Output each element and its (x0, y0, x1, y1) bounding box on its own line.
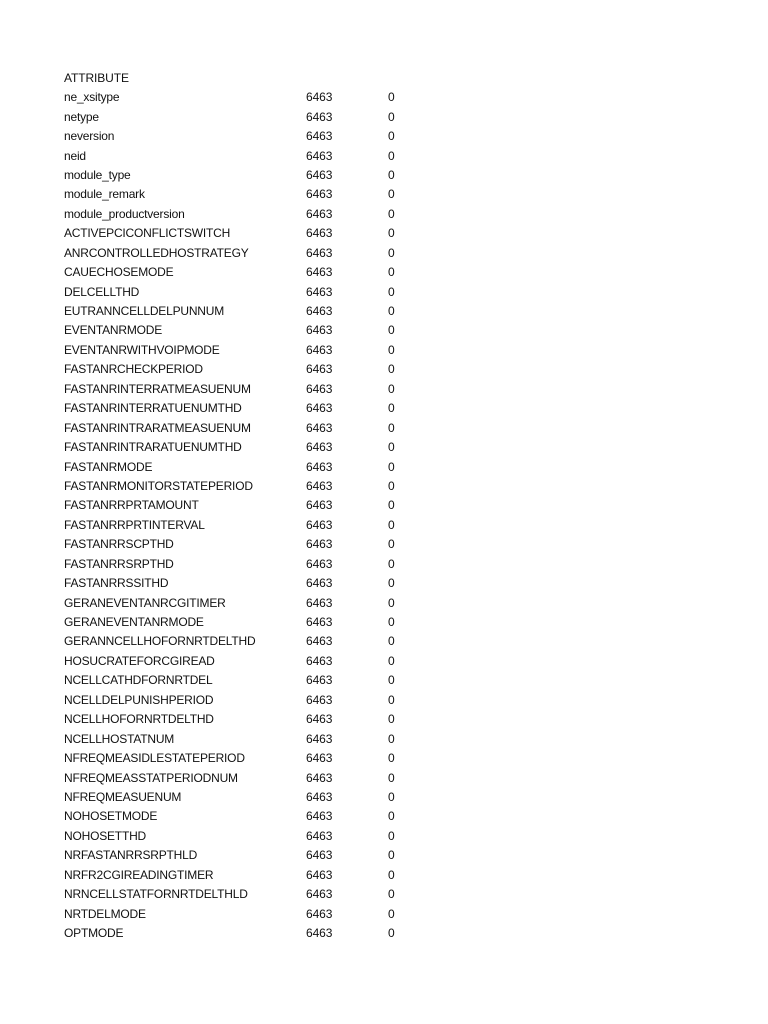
count-cell: 6463 (306, 653, 333, 668)
table-row (64, 146, 424, 165)
attribute-name-cell: NRTDELMODE (64, 906, 146, 921)
attribute-name-cell: NRFR2CGIREADINGTIMER (64, 867, 214, 882)
table-row (64, 88, 424, 107)
flag-cell: 0 (388, 381, 395, 396)
flag-cell: 0 (388, 751, 395, 766)
attribute-name-cell: FASTANRINTRARATMEASUENUM (64, 420, 251, 435)
table-row (64, 438, 424, 457)
flag-cell: 0 (388, 362, 395, 377)
flag-cell: 0 (388, 323, 395, 338)
count-cell: 6463 (306, 615, 333, 630)
attribute-name-cell: NFREQMEASIDLESTATEPERIOD (64, 751, 245, 766)
attribute-name-cell: FASTANRRSSITHD (64, 576, 169, 591)
table-row (64, 729, 424, 748)
count-cell: 6463 (306, 867, 333, 882)
attribute-name-cell: DELCELLTHD (64, 284, 140, 299)
flag-cell: 0 (388, 148, 395, 163)
table-row (64, 185, 424, 204)
count-cell: 6463 (306, 90, 333, 105)
table-row (64, 166, 424, 185)
table-row (64, 321, 424, 340)
table-header: ATTRIBUTE (64, 71, 129, 85)
flag-cell: 0 (388, 634, 395, 649)
flag-cell: 0 (388, 478, 395, 493)
table-row (64, 457, 424, 476)
table-row (64, 788, 424, 807)
attribute-name-cell: HOSUCRATEFORCGIREAD (64, 653, 215, 668)
count-cell: 6463 (306, 459, 333, 474)
flag-cell: 0 (388, 653, 395, 668)
attribute-name-cell: FASTANRRSCPTHD (64, 537, 174, 552)
count-cell: 6463 (306, 595, 333, 610)
flag-cell: 0 (388, 129, 395, 144)
attribute-name-cell: GERANEVENTANRMODE (64, 615, 204, 630)
table-row (64, 516, 424, 535)
table-row (64, 924, 424, 943)
table-row (64, 691, 424, 710)
attribute-table (64, 69, 424, 943)
count-cell: 6463 (306, 206, 333, 221)
count-cell: 6463 (306, 770, 333, 785)
flag-cell: 0 (388, 401, 395, 416)
count-cell: 6463 (306, 828, 333, 843)
flag-cell: 0 (388, 187, 395, 202)
table-row (64, 380, 424, 399)
table-row (64, 613, 424, 632)
attribute-name-cell: FASTANRMODE (64, 459, 153, 474)
count-cell: 6463 (306, 712, 333, 727)
attribute-name-cell: ANRCONTROLLEDHOSTRATEGY (64, 245, 249, 260)
count-cell: 6463 (306, 692, 333, 707)
attribute-name-cell: module_productversion (64, 206, 185, 221)
count-cell: 6463 (306, 848, 333, 863)
attribute-name-cell: NFREQMEASSTATPERIODNUM (64, 770, 238, 785)
flag-cell: 0 (388, 731, 395, 746)
attribute-name-cell: CAUECHOSEMODE (64, 265, 174, 280)
attribute-name-cell: GERANEVENTANRCGITIMER (64, 595, 226, 610)
table-row (64, 885, 424, 904)
count-cell: 6463 (306, 809, 333, 824)
table-row (64, 107, 424, 126)
attribute-name-cell: NCELLCATHDFORNRTDEL (64, 673, 213, 688)
attribute-name-cell: neid (64, 148, 86, 163)
table-row (64, 127, 424, 146)
flag-cell: 0 (388, 167, 395, 182)
attribute-name-cell: EUTRANNCELLDELPUNNUM (64, 304, 225, 319)
attribute-name-cell: NOHOSETTHD (64, 828, 147, 843)
flag-cell: 0 (388, 440, 395, 455)
table-body (64, 88, 424, 943)
count-cell: 6463 (306, 284, 333, 299)
attribute-name-cell: FASTANRRPRTAMOUNT (64, 498, 199, 513)
attribute-name-cell: FASTANRINTERRATUENUMTHD (64, 401, 242, 416)
flag-cell: 0 (388, 673, 395, 688)
flag-cell: 0 (388, 770, 395, 785)
table-row (64, 302, 424, 321)
table-row (64, 671, 424, 690)
attribute-name-cell: FASTANRMONITORSTATEPERIOD (64, 478, 253, 493)
count-cell: 6463 (306, 926, 333, 941)
attribute-name-cell: neversion (64, 129, 115, 144)
attribute-name-cell: FASTANRRSRPTHD (64, 556, 174, 571)
attribute-name-cell: NCELLHOSTATNUM (64, 731, 175, 746)
table-row (64, 535, 424, 554)
count-cell: 6463 (306, 478, 333, 493)
flag-cell: 0 (388, 556, 395, 571)
flag-cell: 0 (388, 615, 395, 630)
flag-cell: 0 (388, 498, 395, 513)
count-cell: 6463 (306, 342, 333, 357)
count-cell: 6463 (306, 731, 333, 746)
count-cell: 6463 (306, 517, 333, 532)
attribute-name-cell: OPTMODE (64, 926, 124, 941)
flag-cell: 0 (388, 926, 395, 941)
flag-cell: 0 (388, 206, 395, 221)
attribute-name-cell: FASTANRINTRARATUENUMTHD (64, 440, 242, 455)
count-cell: 6463 (306, 187, 333, 202)
table-row (64, 263, 424, 282)
table-row (64, 807, 424, 826)
flag-cell: 0 (388, 459, 395, 474)
flag-cell: 0 (388, 342, 395, 357)
table-row (64, 768, 424, 787)
table-row (64, 360, 424, 379)
flag-cell: 0 (388, 887, 395, 902)
flag-cell: 0 (388, 712, 395, 727)
table-row (64, 904, 424, 923)
flag-cell: 0 (388, 245, 395, 260)
flag-cell: 0 (388, 226, 395, 241)
count-cell: 6463 (306, 556, 333, 571)
attribute-name-cell: NCELLDELPUNISHPERIOD (64, 692, 214, 707)
flag-cell: 0 (388, 420, 395, 435)
count-cell: 6463 (306, 109, 333, 124)
flag-cell: 0 (388, 848, 395, 863)
count-cell: 6463 (306, 789, 333, 804)
count-cell: 6463 (306, 167, 333, 182)
table-row (64, 282, 424, 301)
flag-cell: 0 (388, 537, 395, 552)
count-cell: 6463 (306, 362, 333, 377)
table-row (64, 632, 424, 651)
count-cell: 6463 (306, 751, 333, 766)
flag-cell: 0 (388, 90, 395, 105)
attribute-name-cell: FASTANRCHECKPERIOD (64, 362, 203, 377)
attribute-name-cell: NCELLHOFORNRTDELTHD (64, 712, 214, 727)
count-cell: 6463 (306, 129, 333, 144)
table-row (64, 866, 424, 885)
count-cell: 6463 (306, 576, 333, 591)
count-cell: 6463 (306, 440, 333, 455)
attribute-name-cell: EVENTANRMODE (64, 323, 163, 338)
count-cell: 6463 (306, 887, 333, 902)
flag-cell: 0 (388, 304, 395, 319)
table-row (64, 652, 424, 671)
table-row (64, 477, 424, 496)
count-cell: 6463 (306, 265, 333, 280)
flag-cell: 0 (388, 809, 395, 824)
attribute-name-cell: NOHOSETMODE (64, 809, 158, 824)
flag-cell: 0 (388, 284, 395, 299)
flag-cell: 0 (388, 517, 395, 532)
table-row (64, 418, 424, 437)
flag-cell: 0 (388, 692, 395, 707)
table-row (64, 496, 424, 515)
attribute-name-cell: GERANNCELLHOFORNRTDELTHD (64, 634, 256, 649)
attribute-name-cell: NRNCELLSTATFORNRTDELTHLD (64, 887, 248, 902)
attribute-name-cell: ACTIVEPCICONFLICTSWITCH (64, 226, 231, 241)
table-row (64, 827, 424, 846)
count-cell: 6463 (306, 401, 333, 416)
flag-cell: 0 (388, 109, 395, 124)
attribute-name-cell: ne_xsitype (64, 90, 120, 105)
flag-cell: 0 (388, 867, 395, 882)
attribute-name-cell: NFREQMEASUENUM (64, 789, 182, 804)
attribute-name-cell: FASTANRINTERRATMEASUENUM (64, 381, 251, 396)
count-cell: 6463 (306, 498, 333, 513)
table-row (64, 399, 424, 418)
count-cell: 6463 (306, 906, 333, 921)
count-cell: 6463 (306, 420, 333, 435)
table-row (64, 224, 424, 243)
count-cell: 6463 (306, 226, 333, 241)
attribute-name-cell: FASTANRRPRTINTERVAL (64, 517, 205, 532)
table-row (64, 341, 424, 360)
attribute-name-cell: EVENTANRWITHVOIPMODE (64, 342, 220, 357)
count-cell: 6463 (306, 673, 333, 688)
table-row (64, 205, 424, 224)
count-cell: 6463 (306, 245, 333, 260)
flag-cell: 0 (388, 595, 395, 610)
flag-cell: 0 (388, 828, 395, 843)
table-row (64, 244, 424, 263)
table-row (64, 846, 424, 865)
attribute-name-cell: netype (64, 109, 99, 124)
flag-cell: 0 (388, 789, 395, 804)
count-cell: 6463 (306, 323, 333, 338)
flag-cell: 0 (388, 265, 395, 280)
attribute-name-cell: NRFASTANRRSRPTHLD (64, 848, 198, 863)
table-row (64, 593, 424, 612)
flag-cell: 0 (388, 906, 395, 921)
table-row (64, 555, 424, 574)
flag-cell: 0 (388, 576, 395, 591)
attribute-name-cell: module_type (64, 167, 131, 182)
count-cell: 6463 (306, 537, 333, 552)
count-cell: 6463 (306, 148, 333, 163)
count-cell: 6463 (306, 634, 333, 649)
table-row (64, 574, 424, 593)
attribute-name-cell: module_remark (64, 187, 145, 202)
table-row (64, 749, 424, 768)
count-cell: 6463 (306, 381, 333, 396)
count-cell: 6463 (306, 304, 333, 319)
table-row (64, 710, 424, 729)
